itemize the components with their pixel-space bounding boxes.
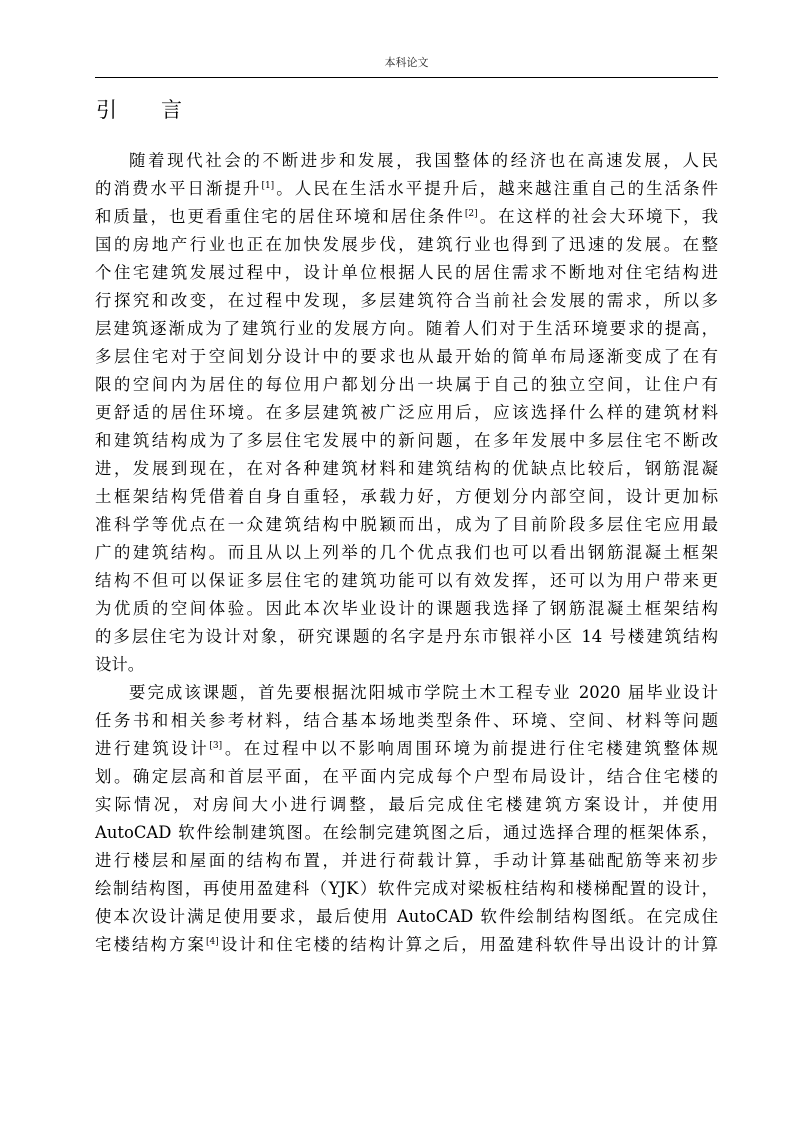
text-line: 的多层住宅为设计对象，研究课题的名字是丹东市银祥小区 14 号楼建筑结构	[95, 627, 718, 646]
text-line: 行探究和改变，在过程中发现，多层建筑符合当前社会发展的需求，所以多	[95, 291, 718, 310]
text-line: 个住宅建筑发展过程中，设计单位根据人民的居住需求不断地对住宅结构进	[95, 263, 718, 282]
text-segment: 进行建筑设计	[95, 739, 210, 758]
citation-ref: [4]	[205, 937, 219, 947]
text-line: 绘制结构图，再使用盈建科（YJK）软件完成对梁板柱结构和楼梯配置的设计，	[95, 879, 718, 898]
text-line: 进，发展到现在，在对各种建筑材料和建筑结构的优缺点比较后，钢筋混凝	[95, 459, 718, 478]
text-line	[95, 735, 718, 763]
text-segment: 。在这样的社会大环境下，我	[477, 207, 719, 226]
text-line: 国的房地产行业也正在加快发展步伐，建筑行业也得到了迅速的发展。在整	[95, 235, 718, 254]
text-line: 划。确定层高和首层平面，在平面内完成每个户型布局设计，结合住宅楼的	[95, 767, 718, 786]
body-text	[95, 147, 718, 959]
text-segment: 。在过程中以不影响周围环境为前提进行住宅楼建筑整体规	[222, 739, 718, 758]
text-line: 设计。	[95, 655, 145, 674]
text-line: 为优质的空间体验。因此本次毕业设计的课题我选择了钢筋混凝土框架结构	[95, 599, 718, 618]
text-line: 更舒适的居住环境。在多层建筑被广泛应用后，应该选择什么样的建筑材料	[95, 403, 718, 422]
citation-ref: [3]	[209, 741, 223, 751]
text-line: 和建筑结构成为了多层住宅发展中的新问题，在多年发展中多层住宅不断改	[95, 431, 718, 450]
citation-ref: [1]	[261, 181, 275, 191]
text-line: 随着现代社会的不断进步和发展，我国整体的经济也在高速发展，人民	[129, 151, 718, 170]
text-segment: 的消费水平日渐提升	[95, 179, 262, 198]
text-segment: 。人民在生活水平提升后，越来越注重自己的生活条件	[274, 179, 719, 198]
section-title-char-1: 引	[96, 98, 117, 122]
text-line: 多层住宅对于空间划分设计中的要求也从最开始的简单布局逐渐变成了在有	[95, 347, 718, 366]
header-rule	[95, 77, 718, 78]
running-header: 本科论文	[384, 56, 429, 69]
text-line	[95, 175, 718, 203]
text-segment: 宅楼结构方案	[95, 935, 206, 954]
text-segment: 设计和住宅楼的结构计算之后，用盈建科软件导出设计的计算	[218, 935, 719, 954]
text-line: AutoCAD 软件绘制建筑图。在绘制完建筑图之后，通过选择合理的框架体系，	[95, 823, 718, 842]
section-title	[96, 94, 182, 124]
paragraph	[95, 147, 718, 679]
section-title-char-2: 言	[161, 98, 182, 122]
text-segment: 和质量，也更看重住宅的居住环境和居住条件	[95, 207, 465, 226]
text-line: 广的建筑结构。而且从以上列举的几个优点我们也可以看出钢筋混凝土框架	[95, 543, 718, 562]
citation-ref: [2]	[464, 209, 478, 219]
text-line: 实际情况，对房间大小进行调整，最后完成住宅楼建筑方案设计，并使用	[95, 795, 718, 814]
text-line: 层建筑逐渐成为了建筑行业的发展方向。随着人们对于生活环境要求的提高，	[95, 319, 718, 338]
text-line	[95, 203, 718, 231]
text-line: 要完成该课题，首先要根据沈阳城市学院土木工程专业 2020 届毕业设计	[129, 683, 718, 702]
text-line: 任务书和相关参考材料，结合基本场地类型条件、环境、空间、材料等问题	[95, 711, 718, 730]
text-line: 准科学等优点在一众建筑结构中脱颖而出，成为了目前阶段多层住宅应用最	[95, 515, 718, 534]
text-line: 土框架结构凭借着自身自重轻，承载力好，方便划分内部空间，设计更加标	[95, 487, 718, 506]
text-line	[95, 931, 718, 959]
text-line: 进行楼层和屋面的结构布置，并进行荷载计算，手动计算基础配筋等来初步	[95, 851, 718, 870]
text-line: 结构不但可以保证多层住宅的建筑功能可以有效发挥，还可以为用户带来更	[95, 571, 718, 590]
paragraph	[95, 679, 718, 959]
text-line: 限的空间内为居住的每位用户都划分出一块属于自己的独立空间，让住户有	[95, 375, 718, 394]
text-line: 使本次设计满足使用要求，最后使用 AutoCAD 软件绘制结构图纸。在完成住	[95, 907, 718, 926]
